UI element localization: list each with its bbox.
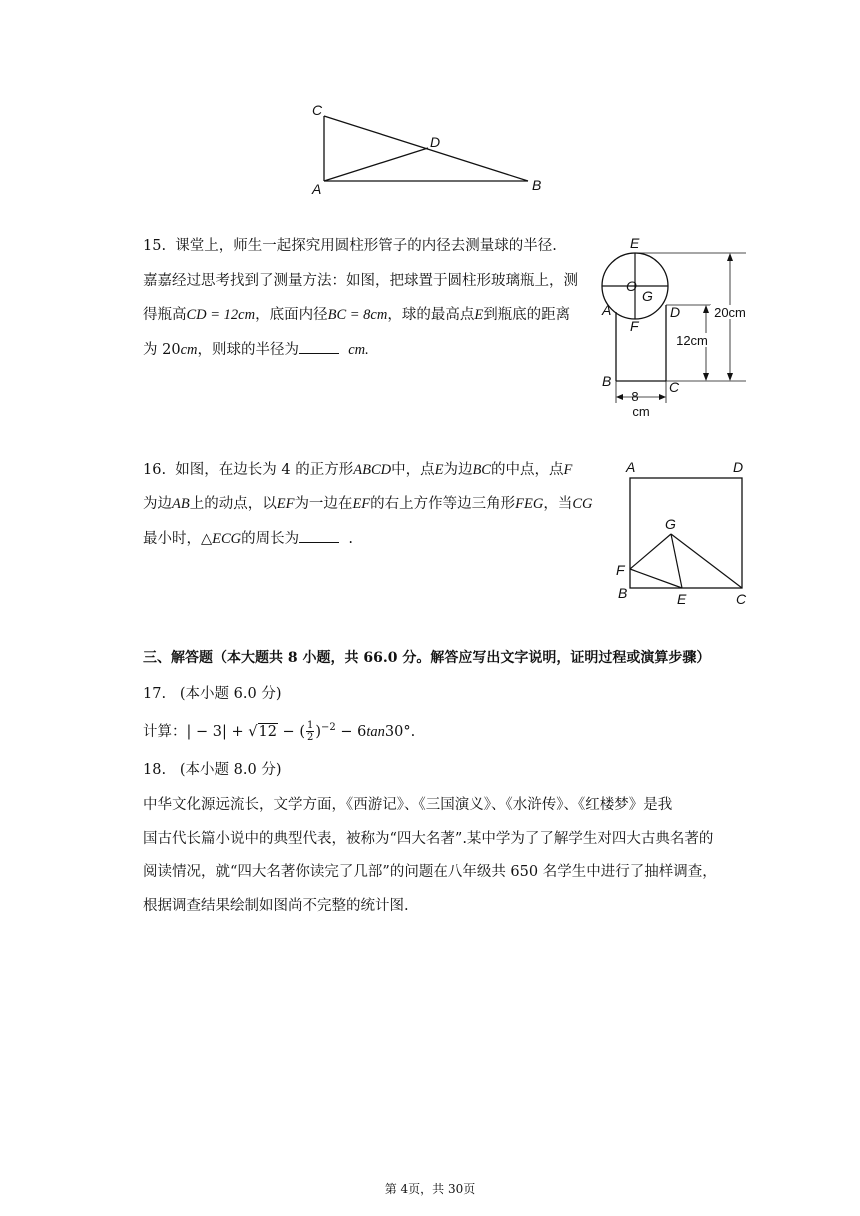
- q15-line-2: [143, 271, 578, 291]
- q16-text-2i: ，当: [543, 496, 573, 512]
- q16-math-e: E: [434, 462, 444, 478]
- q17-paren-close: ): [315, 723, 322, 740]
- q16-text-2c: 上的动点，以: [189, 496, 277, 512]
- point-label-a: A: [626, 459, 636, 475]
- dim-total-label: 20cm: [714, 305, 746, 320]
- q16-number: 16.: [143, 462, 167, 478]
- q16-text-1e: 为边: [443, 462, 473, 478]
- point-label-g: G: [642, 288, 653, 304]
- dim-width-value: 8: [631, 389, 639, 404]
- q16-math-ef: EF: [276, 496, 295, 512]
- point-label-c: C: [736, 591, 747, 607]
- q16-text-3c: 的周长为: [241, 531, 300, 547]
- q15-number: 15.: [143, 238, 167, 254]
- point-label-a: A: [602, 302, 612, 318]
- q15-text-3c: ，底面内径: [255, 307, 328, 323]
- q16-math-ab: AB: [172, 496, 190, 512]
- q15-text-3a: 得瓶高: [143, 307, 187, 323]
- q16-text-3a: 最小时，△: [143, 531, 213, 547]
- q17-exponent: −2: [321, 722, 336, 733]
- triangle-figure: [300, 98, 560, 198]
- q15-math-bc: BC = 8cm: [327, 307, 388, 323]
- q15-text-2: 嘉嘉经过思考找到了测量方法：如图，把球置于圆柱形玻璃瓶上，测: [143, 273, 578, 289]
- q18-line-3: 阅读情况，就“四大名著你读完了几部”的问题在八年级共 650 名学生中进行了抽样调查，: [143, 864, 717, 880]
- q17-frac-num: 1: [306, 720, 314, 732]
- q16-line-3: [143, 528, 353, 549]
- q18-line-1: 中华文化源远流长，文学方面，《西游记》、《三国演义》、《水浒传》、《红楼梦》是我: [143, 797, 673, 813]
- q16-text-1a: 如图，在边长为 4 的正方形: [175, 462, 354, 478]
- q17-number: 17.: [143, 686, 167, 702]
- q17-tan: tan: [366, 723, 385, 740]
- bottle-ball-figure: [596, 233, 771, 425]
- q16-math-f: F: [563, 462, 573, 478]
- point-label-f: F: [616, 562, 625, 578]
- q15-math-cd: CD = 12cm: [186, 307, 256, 323]
- q16-math-feg: FEG: [515, 496, 544, 512]
- point-label-b: B: [618, 585, 628, 601]
- q15-text-4a: 为 20: [143, 342, 181, 358]
- point-label-d: D: [430, 134, 441, 150]
- q17-header: [143, 684, 281, 704]
- point-label-o: O: [626, 278, 637, 294]
- q17-minus-1: − (: [277, 723, 305, 740]
- q16-math-abcd: ABCD: [353, 462, 392, 478]
- q18-header: [143, 760, 281, 780]
- q15-answer-blank[interactable]: [299, 339, 339, 354]
- q18-line-4: 根据调查结果绘制如图尚不完整的统计图.: [143, 898, 409, 914]
- q15-line-1: [143, 236, 557, 256]
- q17-angle: 30°.: [384, 723, 416, 740]
- q16-math-ecg: ECG: [212, 531, 242, 547]
- point-label-e: E: [630, 235, 640, 251]
- q16-answer-blank[interactable]: [299, 528, 339, 543]
- q17-fraction: [306, 720, 314, 743]
- q17-sqrt-value: 12: [258, 723, 277, 740]
- dim-height-label: 12cm: [676, 333, 708, 348]
- q17-score: (本小题 6.0 分): [179, 686, 282, 702]
- q15-math-e: E: [474, 307, 484, 323]
- q16-text-2a: 为边: [143, 496, 172, 512]
- q16-text-3d: .: [348, 531, 353, 547]
- point-label-b: B: [532, 177, 542, 193]
- point-label-c: C: [312, 102, 323, 118]
- q15-text-4c: ，则球的半径为: [197, 342, 299, 358]
- q18-number: 18.: [143, 762, 167, 778]
- page-footer: 第 4页，共 30页: [384, 1182, 476, 1196]
- q15-math-cm: cm: [180, 342, 198, 358]
- section-3-heading: 三、解答题（本大题共 8 小题，共 66.0 分。解答应写出文字说明，证明过程或演算步骤）: [143, 650, 711, 666]
- q16-text-1c: 中，点: [391, 462, 435, 478]
- q16-text-1g: 的中点，点: [490, 462, 564, 478]
- q16-math-bc: BC: [472, 462, 491, 478]
- q16-line-1: [143, 460, 572, 480]
- q17-frac-den: 2: [306, 732, 314, 744]
- q18-line-2: 国古代长篇小说中的典型代表，被称为“四大名著”.某中学为了了解学生对四大古典名著的: [143, 831, 714, 847]
- point-label-a: A: [312, 181, 322, 197]
- q16-text-2g: 的右上方作等边三角形: [370, 496, 516, 512]
- q16-text-2e: 为一边在: [294, 496, 353, 512]
- q16-math-cg: CG: [572, 496, 593, 512]
- point-label-f: F: [630, 318, 639, 334]
- q15-line-4: [143, 339, 369, 360]
- dim-width-unit: cm: [632, 404, 650, 419]
- q15-text-3g: 到瓶底的距离: [483, 307, 571, 323]
- q17-plus: +: [226, 723, 249, 740]
- point-label-d: D: [670, 304, 681, 320]
- point-label-c: C: [669, 379, 680, 395]
- q18-score: (本小题 8.0 分): [179, 762, 282, 778]
- q15-math-unit: cm.: [348, 342, 369, 358]
- q15-line-3: [143, 305, 570, 325]
- q17-calc-prefix: 计算：: [143, 723, 187, 740]
- point-label-d: D: [733, 459, 744, 475]
- q16-math-ef-2: EF: [352, 496, 371, 512]
- square-triangle-figure: [610, 456, 770, 612]
- q15-text-3e: ，球的最高点: [387, 307, 475, 323]
- q15-text-1: 课堂上，师生一起探究用圆柱形管子的内径去测量球的半径.: [175, 238, 557, 254]
- point-label-g: G: [665, 516, 676, 532]
- point-label-e: E: [677, 591, 687, 607]
- q17-minus-2: − 6: [335, 723, 367, 740]
- q16-line-2: [143, 494, 593, 514]
- q17-expression: 计算：| − 3| + √12 − ( $\frac{1}{2}$ )$^{-2}$ − 6tan30°.: [143, 720, 416, 744]
- point-label-b: B: [602, 373, 612, 389]
- q17-abs: | − 3|: [186, 723, 227, 740]
